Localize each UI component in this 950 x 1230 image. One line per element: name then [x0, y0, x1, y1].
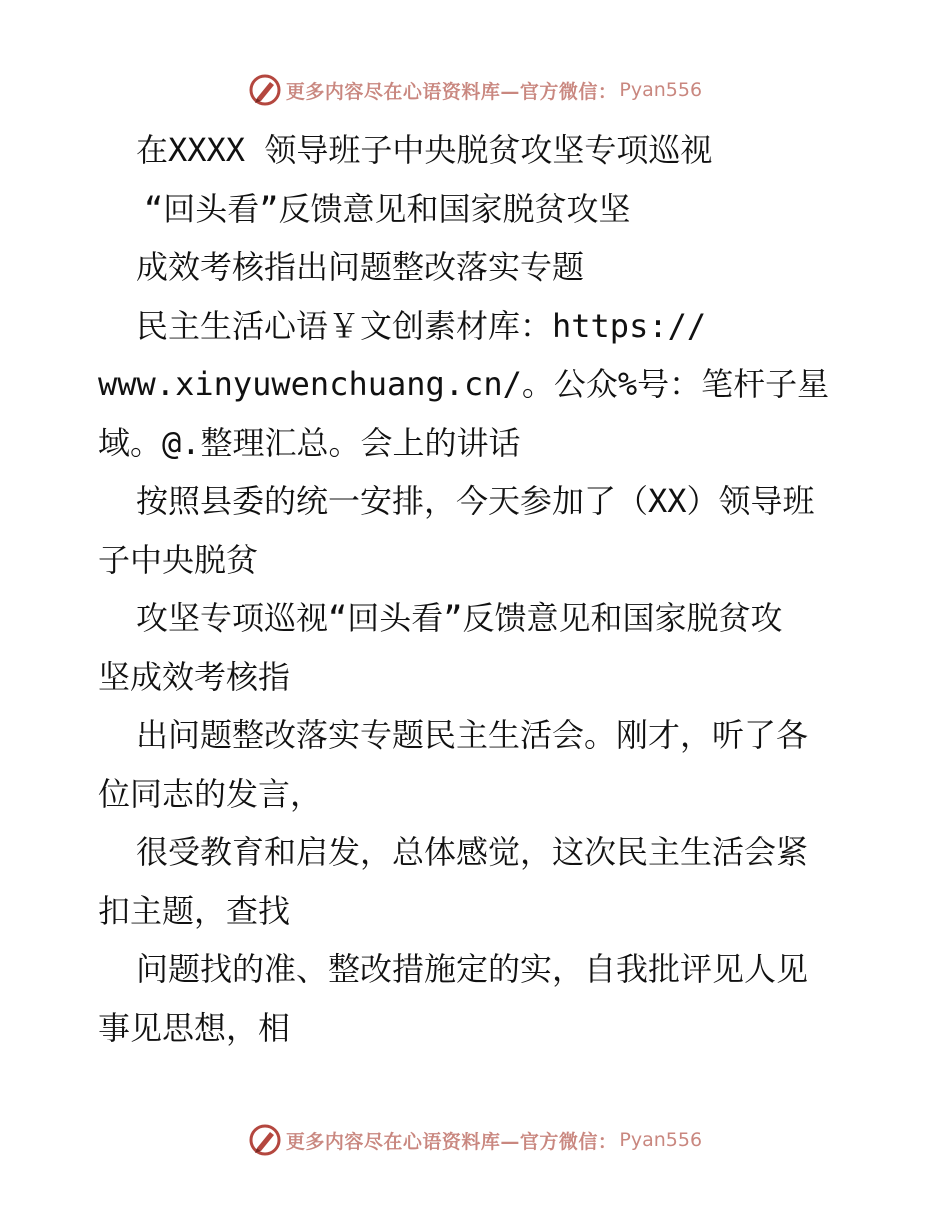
text-line: 按照县委的统一安排，今天参加了（XX）领导班 — [136, 482, 815, 520]
banner-text: 更多内容尽在心语资料库—官方微信： — [285, 80, 618, 103]
text-line: 子中央脱贫 — [98, 540, 259, 579]
text-line: 域。@.整理汇总。会上的讲话 — [98, 423, 521, 462]
header-banner — [0, 70, 950, 110]
banner-text: 更多内容尽在心语资料库—官方微信： — [285, 1130, 618, 1153]
pen-logo-icon — [248, 73, 282, 107]
text-line: 事见思想，相 — [98, 1008, 291, 1047]
banner-account: Pyan556 — [619, 79, 703, 101]
text-line: 成效考核指出问题整改落实专题 — [136, 248, 585, 286]
footer-banner — [0, 1120, 950, 1160]
banner-account: Pyan556 — [619, 1129, 703, 1151]
text-line: www.xinyuwenchuang.cn/。公众%号：笔杆子星 — [98, 365, 830, 403]
text-line: 扣主题，查找 — [98, 891, 291, 930]
document-body — [98, 121, 878, 1057]
text-line: 在XXXX 领导班子中央脱贫攻坚专项巡视 — [136, 131, 713, 169]
text-line: 民主生活心语￥文创素材库：https:// — [136, 306, 707, 345]
text-line: 出问题整改落实专题民主生活会。刚才，听了各 — [136, 716, 809, 754]
pen-logo-icon — [248, 1123, 282, 1157]
text-line: 问题找的准、整改措施定的实，自我批评见人见 — [136, 950, 809, 988]
text-line: 坚成效考核指 — [98, 657, 291, 696]
text-line: 位同志的发言， — [98, 774, 323, 813]
text-line: 攻坚专项巡视“回头看”反馈意见和国家脱贫攻 — [136, 599, 783, 637]
text-line: “回头看”反馈意见和国家脱贫攻坚 — [144, 189, 631, 228]
text-line: 很受教育和启发，总体感觉，这次民主生活会紧 — [136, 833, 809, 871]
